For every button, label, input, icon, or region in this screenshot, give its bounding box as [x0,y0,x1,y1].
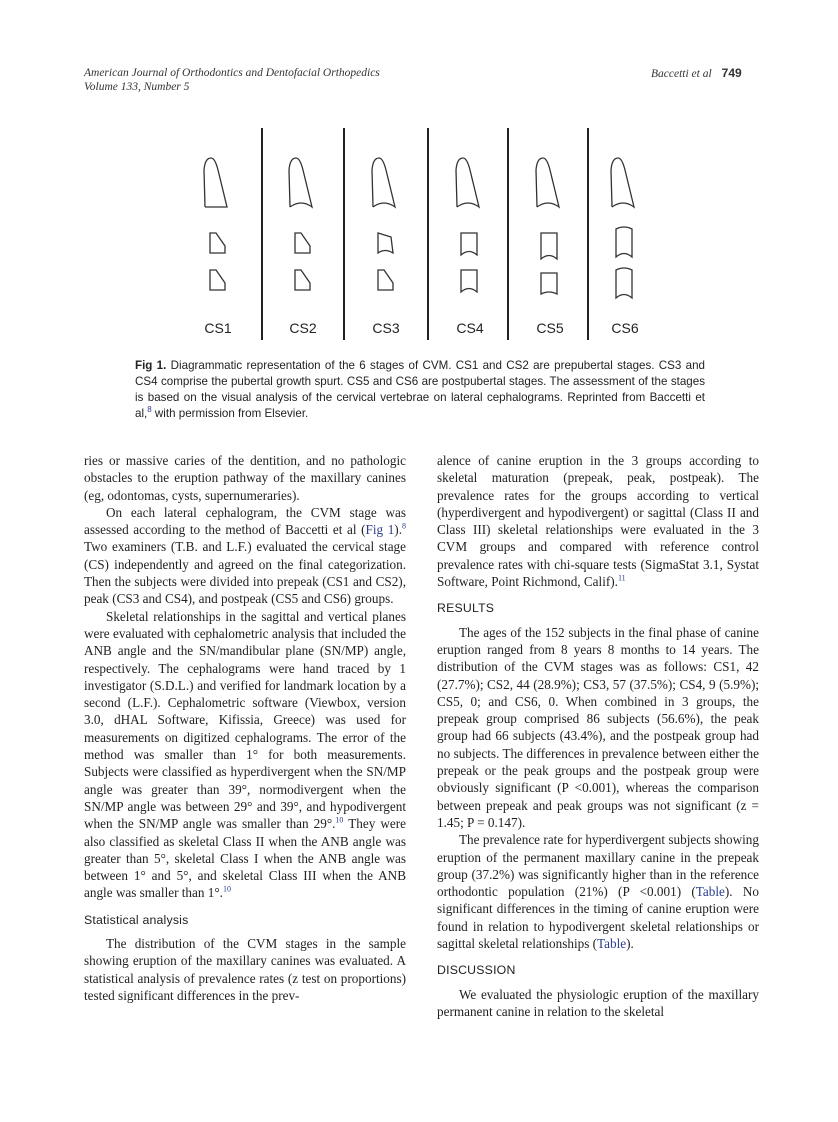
vertebra-c4 [541,273,557,294]
stage-label: CS6 [611,320,639,336]
cvm-stage-3 [372,158,400,336]
stage-label: CS3 [372,320,400,336]
table-link[interactable]: Table [695,884,725,900]
cvm-stage-5 [536,158,564,336]
figure-link[interactable]: Fig 1 [365,522,395,538]
citation-link[interactable]: 8 [402,521,406,531]
paragraph: Skeletal relationships in the sagittal and vertical planes were evaluated with cephalometric analysis that included the ANB angle and the SN/mandibular plane (SN/MP) angle, respectively. The cephalograms were hand traced by 1 investigator (S.D.L.) and verified for landmark location by a second (L.F.). Cephalometric software (Viewbox, version 3.0, dHAL Software, Kifissia, Greece) was used for measurements on digitized cephalograms. The error of the method was smaller than 1° for both measurements. Subjects were classified as hyperdivergent when the SN/MP angle was greater than 39°, normodivergent when the SN/MP angle was between 29° and 39°, and hypodivergent when the SN/MP angle was smaller than 29°.$^{10}$ They were also classified as skeletal Class II when the ANB angle was greater than 5°, skeletal Class I when the ANB angle was between 1° and 5°, and skeletal Class III when the ANB angle was smaller than 1°.$^{10}$ [84,608,406,901]
odontoid-process [372,158,395,207]
paragraph: alence of canine eruption in the 3 groups according to skeletal maturation (prepeak, peak, postpeak). The prevalence rates for the groups according to vertical (hyperdivergent and hypodivergent) or sagittal (Class II and Class III) skeletal relationships were evaluated in the 3 CVM groups and compared with reference control prevalence rates with chi-square tests (SigmaStat 3.1, Systat Software, Point Richmond, Calif).$^{11}$ [437,453,759,590]
section-heading: Statistical analysis [84,912,189,927]
paragraph: The ages of the 152 subjects in the final phase of canine eruption ranged from 8 years 8 months to 14 years. The distribution of the CVM stages was as follows: CS1, 42 (27.7%); CS2, 44 (28.9%); CS3, 57 (37.5%); CS4, 9 (5.9%); CS5, 0; and CS6, 0. When combined in 3 groups, the prepeak group comprised 86 subjects (56.6%), the peak group had 66 subjects (43.4%), and the postpeak group had no subjects. The differences in prevalence between either the prepeak or the peak groups and the postpeak group were obviously significant (P <0.001), whereas the comparison between prepeak and peak groups was not significant (z = 1.45; P = 0.147). [437,624,759,830]
vertebra-c3 [378,233,393,253]
vertebra-c3 [461,233,477,255]
odontoid-process [204,158,227,207]
vertebra-c4 [210,270,225,290]
vertebra-c3 [295,233,310,253]
vertebra-c4 [378,270,393,290]
stage-label: CS5 [536,320,564,336]
odontoid-process [536,158,559,207]
section-heading: DISCUSSION [437,963,516,978]
paragraph: The distribution of the CVM stages in the sample showing eruption of the maxillary canines was evaluated. A statistical analysis of prevalence rates (z test on proportions) tested significant differences in the prev- [84,936,406,1003]
vertebra-c4 [616,268,632,298]
right-column [437,452,759,1020]
paragraph: The prevalence rate for hyperdivergent subjects showing eruption of the permanent maxillary canine in the prepeak group (37.2%) was significantly higher than in the reference orthodontic population (21%) (P <0.001) (Table). No significant differences in the timing of canine eruption were found in relation to hypodivergent skeletal relationships or sagittal skeletal relationships (Table). [437,832,759,952]
figure-caption [135,358,705,422]
running-author: Baccetti et al [651,68,712,80]
section-heading: RESULTS [437,601,495,616]
caption-label: Fig 1. [135,359,167,372]
cvm-stages-figure [180,125,660,350]
vertebra-c4 [295,270,310,290]
paragraph: We evaluated the physiologic eruption of the maxillary permanent canine in relation to the skeletal [437,986,759,1019]
caption-text: Diagrammatic representation of the 6 stages of CVM. CS1 and CS2 are prepubertal stages. CS3 and CS4 comprise the pubertal growth spurt. CS5 and CS6 are postpubertal stages. The assessment of the stages is based on the visual analysis of the cervical vertebrae on lateral cephalograms. Reprinted from Baccetti et al, [135,359,705,420]
left-column [84,452,406,1004]
vertebra-c3 [541,233,557,259]
vertebra-c4 [461,270,477,292]
page-number: 749 [721,66,742,80]
journal-header [84,66,380,94]
table-link[interactable]: Table [597,936,627,952]
citation-link[interactable]: 10 [335,815,344,825]
cvm-stage-2 [289,158,317,336]
odontoid-process [289,158,312,207]
odontoid-process [611,158,634,207]
cvm-stage-6 [611,158,639,336]
stage-label: CS4 [456,320,484,336]
caption-ref[interactable]: 8 [147,405,152,415]
running-header [651,66,742,81]
paragraph: On each lateral cephalogram, the CVM stage was assessed according to the method of Baccetti et al (Fig 1).$^8$ Two examiners (T.B. and L.F.) evaluated the cervical stage (CS) independently and agreed on the final categorization. Then the subjects were divided into prepeak (CS1 and CS2), peak (CS3 and CS4), and postpeak (CS5 and CS6) groups. [84,504,406,607]
stage-label: CS2 [289,320,317,336]
journal-volume: Volume 133, Number 5 [84,81,190,93]
stage-label: CS1 [204,320,232,336]
paragraph: ries or massive caries of the dentition, and no pathologic obstacles to the eruption pathway of the maxillary canines (eg, odontomas, cysts, supernumeraries). [84,453,406,503]
odontoid-process [456,158,479,207]
vertebra-c3 [616,227,632,257]
citation-link[interactable]: 11 [617,573,626,583]
vertebra-c3 [210,233,225,253]
cvm-stage-4 [456,158,484,336]
citation-link[interactable]: 10 [222,885,231,895]
caption-end: with permission from Elsevier. [151,407,309,420]
journal-title: American Journal of Orthodontics and Dentofacial Orthopedics [84,67,380,79]
cvm-stage-1 [204,158,232,336]
